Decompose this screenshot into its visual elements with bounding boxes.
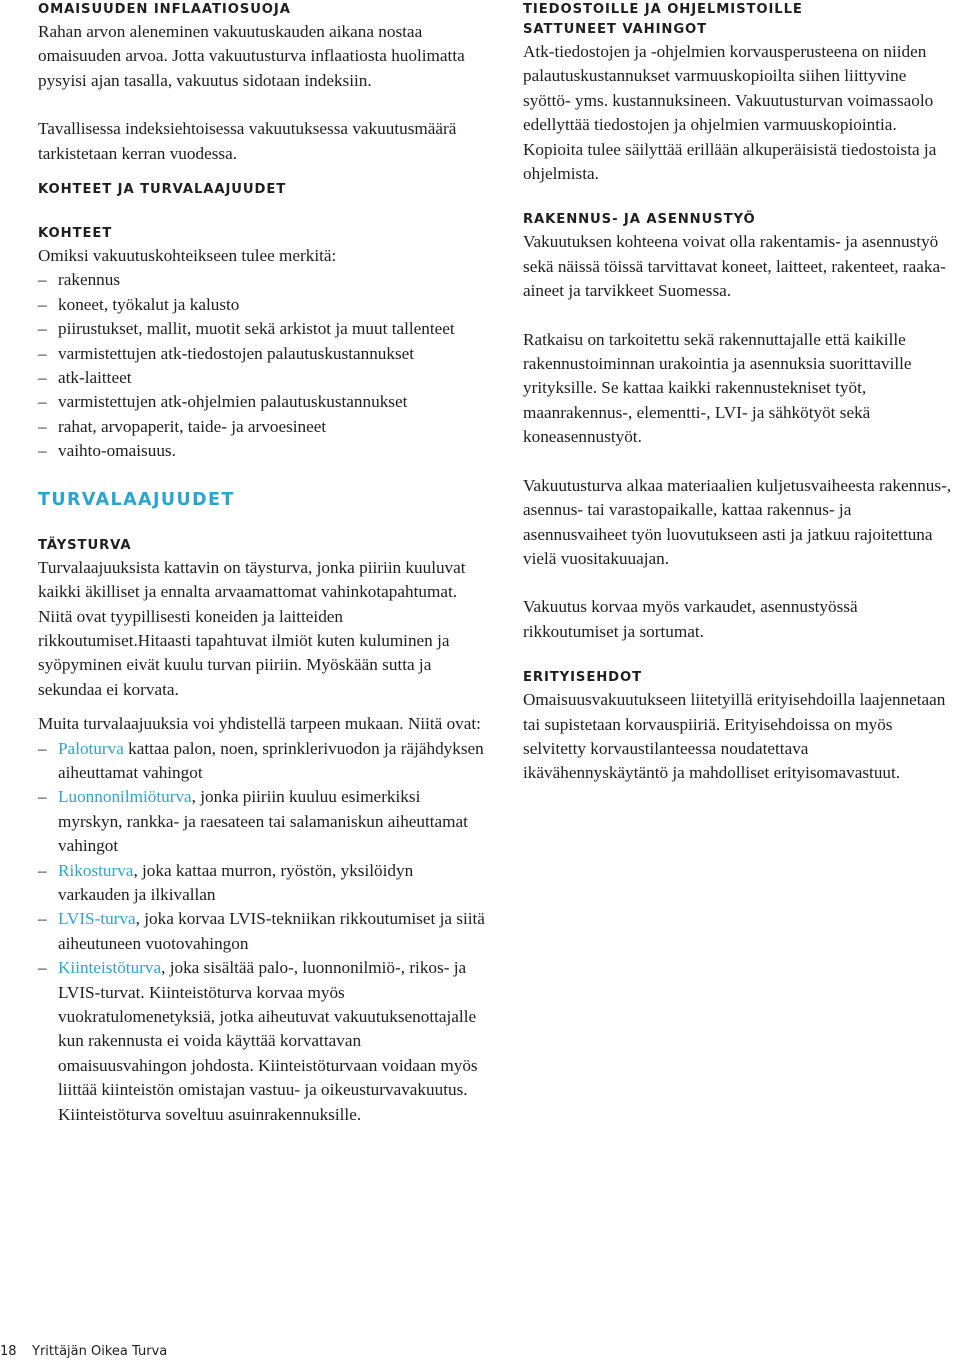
luonnonilmioturva-link: Luonnonilmiöturva	[58, 787, 192, 807]
list-item: – Luonnonilmiöturva, jonka piiriin kuuluu esimerkiksi myrskyn, rankka- ja raesateen tai salamaniskun aiheuttamat vahingot	[38, 787, 468, 856]
kohteet-intro: Omiksi vakuutuskohteikseen tulee merkitä:	[38, 246, 337, 266]
rakennus-paragraph-2: Ratkaisu on tarkoitettu sekä rakennuttajalle että kaikille rakennustoiminnan urakointia ja asennuksia suorittaville yrityksille. Se kattaa kaikki rakennustekniset työt, maanrakennus-, elementti-, LVI- ja sähkötyöt sekä koneasennustyöt.	[523, 329, 912, 447]
kohteet-list	[38, 268, 488, 463]
list-item: – varmistettujen atk-tiedostojen palautuskustannukset	[38, 343, 415, 363]
atk-heading-line-1: TIEDOSTOILLE JA OHJELMISTOILLE	[523, 2, 803, 17]
turvalaajuudet-heading: TURVALAAJUUDET	[38, 489, 235, 510]
rakennus-paragraph-1: Vakuutuksen kohteena voivat olla rakentamis- ja asennustyö sekä näissä töissä tarvittavat koneet, laitteet, rakenteet, raaka-aineet ja tarvikkeet Suomessa.	[523, 232, 946, 301]
atk-paragraph: Atk-tiedostojen ja -ohjelmien korvausperusteena on niiden palautuskustannukset varmuuskopioilta siihen liittyvine syöttö- yms. kustannuksineen. Vakuutusturvan voimassaolo edellyttää tiedostojen ja ohjelmien varmuuskopiointia. Kopioita tulee säilyttää erillään alkuperäisistä tiedostoista ja ohjelmista.	[523, 42, 937, 184]
kohteet-turvalaajuudet-heading: KOHTEET JA TURVALAAJUUDET	[38, 182, 287, 198]
publication-title: Yrittäjän Oikea Turva	[32, 1344, 168, 1359]
list-item: – varmistettujen atk-ohjelmien palautuskustannukset	[38, 392, 408, 412]
rikosturva-link: Rikosturva	[58, 860, 134, 880]
kohteet-heading: KOHTEET	[38, 226, 113, 242]
list-item: – vaihto-omaisuus.	[38, 441, 176, 461]
list-item: – koneet, työkalut ja kalusto	[38, 294, 240, 314]
taysturva-paragraph: Turvalaajuuksista kattavin on täysturva, jonka piiriin kuuluvat kaikki äkilliset ja ennalta arvaamattomat vahinkotapahtumat. Niitä ovat tyypillisesti koneiden ja laitteiden rikkoutumiset.Hitaasti tapahtuvat ilmiöt kuten kuluminen ja syöpyminen eivät kuulu turvan piiriin. Myöskään sutta ja sekundaa ei korvata.	[38, 557, 466, 699]
list-item: – rakennus	[38, 270, 121, 290]
rakennus-paragraph-3: Vakuutusturva alkaa materiaalien kuljetusvaiheesta rakennus-, asennus- tai varastopaikalle, kattaa rakennus- ja asennusvaiheet työn luovutukseen asti ja jatkuu rajoitettuna vielä vuositakuuajan.	[523, 475, 952, 568]
taysturva-heading: TÄYSTURVA	[38, 537, 132, 553]
inflation-paragraph-2: Tavallisessa indeksiehtoisessa vakuutuksessa vakuutusmäärä tarkistetaan kerran vuodessa.	[38, 119, 457, 163]
inflation-paragraph-1: Rahan arvon aleneminen vakuutuskauden aikana nostaa omaisuuden arvoa. Jotta vakuutusturva inflaatiosta huolimatta pysyisi ajan tasalla, vakuutus sidotaan indeksiin.	[38, 22, 465, 90]
erityisehdot-paragraph: Omaisuusvakuutukseen liitetyillä erityisehdoilla laajennetaan tai supistetaan korvauspiiriä. Erityisehdoissa on myös selvitetty korvaustilanteessa noudatettava ikävähennyskäytäntö ja mahdolliset erityisomavastuut.	[523, 690, 946, 783]
list-item: – piirustukset, mallit, muotit sekä arkistot ja muut tallenteet	[38, 319, 455, 339]
muita-paragraph: Muita turvalaajuuksia voi yhdistellä tarpeen mukaan. Niitä ovat:	[38, 714, 481, 734]
list-item: – atk-laitteet	[38, 368, 132, 388]
page-footer	[0, 1344, 167, 1359]
kiinteistoturva-link: Kiinteistöturva	[58, 958, 162, 978]
turva-list	[38, 737, 488, 1128]
list-item: – LVIS-turva, joka korvaa LVIS-tekniikan rikkoutumiset ja siitä aiheutuneen vuotovahingon	[38, 909, 485, 953]
erityisehdot-heading: ERITYISEHDOT	[523, 670, 643, 686]
rakennus-heading: RAKENNUS- JA ASENNUSTYÖ	[523, 212, 756, 228]
page-number: 18	[0, 1344, 17, 1359]
atk-heading-line-2: SATTUNEET VAHINGOT	[523, 22, 708, 37]
list-item: – Paloturva kattaa palon, noen, sprinklerivuodon ja räjähdyksen aiheuttamat vahingot	[38, 738, 484, 782]
left-column	[38, 0, 488, 1127]
list-item: – Kiinteistöturva, joka sisältää palo-, luonnonilmiö-, rikos- ja LVIS-turvat. Kiinteistöturva korvaa myös vuokratulomenetyksiä, jotka aiheutuvat vakuutuksenottajalle kun rakennusta ei voida käyttää korvattavan omaisuusvahingon johdosta. Kiinteistöturvaan voidaan myös liittää kiinteistön omistajan vastuu- ja oikeusturvavakuutus. Kiinteistöturva soveltuu asuinrakennuksille.	[38, 958, 478, 1124]
inflation-heading: OMAISUUDEN INFLAATIOSUOJA	[38, 2, 291, 17]
lvis-turva-link: LVIS-turva	[58, 909, 136, 929]
list-item: – Rikosturva, joka kattaa murron, ryöstön, yksilöidyn varkauden ja ilkivallan	[38, 860, 414, 904]
right-column	[523, 0, 953, 786]
list-item: – rahat, arvopaperit, taide- ja arvoesineet	[38, 416, 327, 436]
paloturva-link: Paloturva	[58, 738, 124, 758]
rakennus-paragraph-4: Vakuutus korvaa myös varkaudet, asennustyössä rikkoutumiset ja sortumat.	[523, 597, 858, 641]
